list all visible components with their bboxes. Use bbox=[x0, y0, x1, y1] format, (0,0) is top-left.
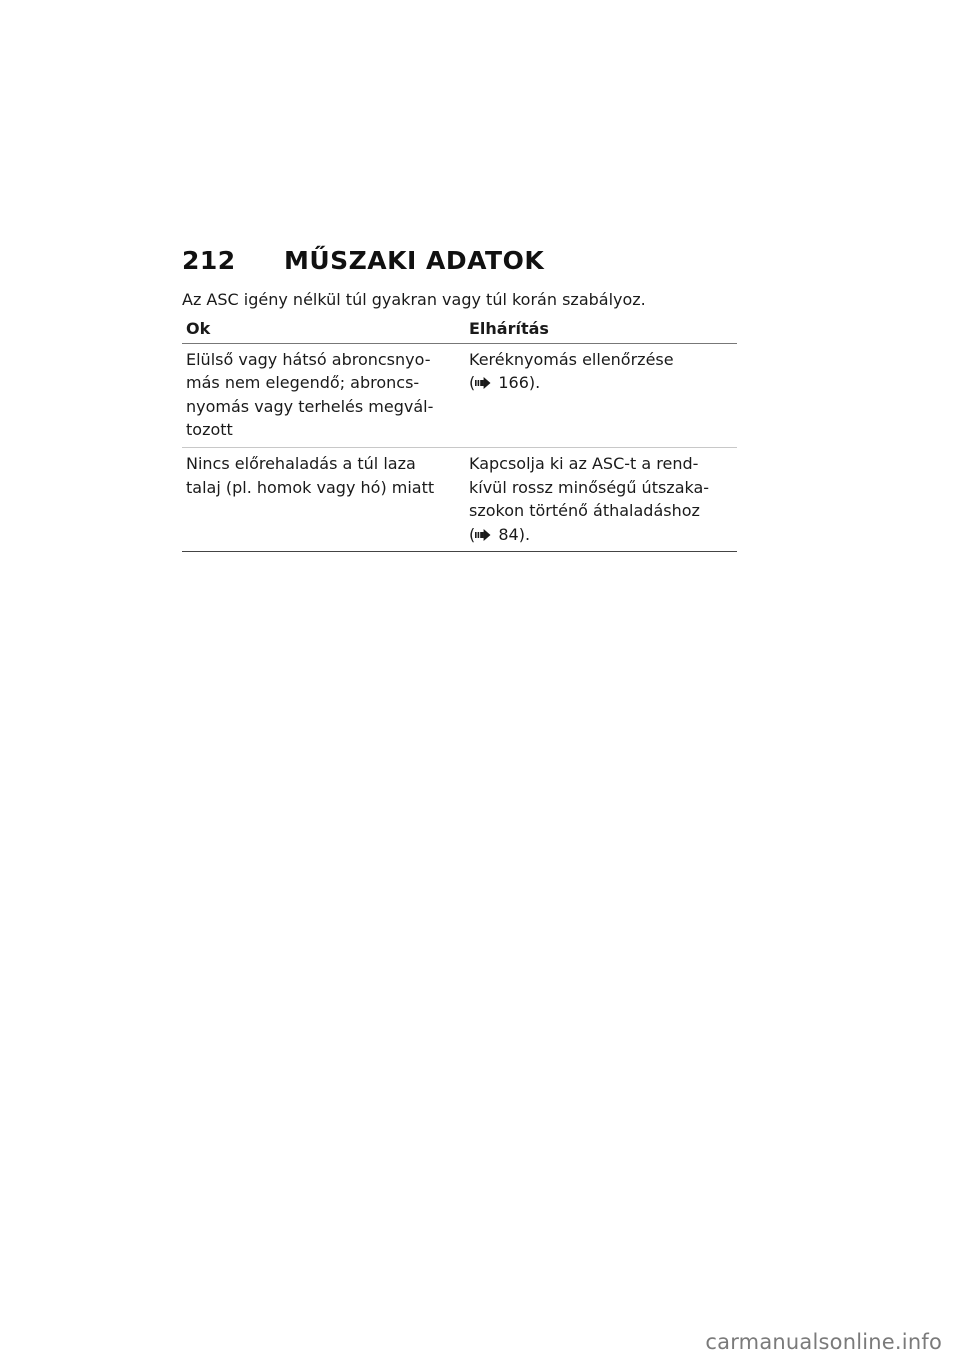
table-row bbox=[182, 448, 737, 552]
section-title: MŰSZAKI ADATOK bbox=[284, 246, 545, 275]
reference-page: 84). bbox=[493, 524, 531, 544]
reference-open-paren: ( bbox=[469, 373, 476, 393]
reference-open-paren: ( bbox=[469, 524, 476, 544]
column-header-cause: Ok bbox=[186, 319, 211, 338]
remedy-cell bbox=[465, 448, 737, 551]
remedy-text: Keréknyomás ellenőrzése bbox=[469, 349, 674, 369]
cause-cell: Elülső vagy hátsó abroncsnyo- más nem elegendő; abroncs- nyomás vagy terhelés megvál- tozott bbox=[186, 349, 434, 440]
arrow-reference-icon bbox=[475, 529, 491, 541]
table-row bbox=[182, 344, 737, 448]
remedy-cell bbox=[465, 344, 737, 447]
watermark-text: carmanualsonline.info bbox=[705, 1330, 942, 1354]
page-header bbox=[182, 246, 544, 275]
page-reference-link[interactable] bbox=[469, 373, 540, 392]
troubleshooting-table bbox=[182, 316, 737, 552]
column-header-remedy: Elhárítás bbox=[469, 319, 549, 338]
intro-paragraph: Az ASC igény nélkül túl gyakran vagy túl korán szabályoz. bbox=[182, 290, 646, 309]
cause-cell: Nincs előrehaladás a túl laza talaj (pl. homok vagy hó) miatt bbox=[186, 453, 435, 497]
table-header-row bbox=[182, 316, 737, 344]
page-number: 212 bbox=[182, 246, 236, 275]
arrow-reference-icon bbox=[475, 377, 491, 389]
remedy-text: Kapcsolja ki az ASC-t a rend- kívül rossz minőségű útszaka- szokon történő áthaladáshoz bbox=[469, 453, 710, 521]
page-reference-link[interactable] bbox=[469, 525, 530, 544]
reference-page: 166). bbox=[493, 373, 541, 393]
